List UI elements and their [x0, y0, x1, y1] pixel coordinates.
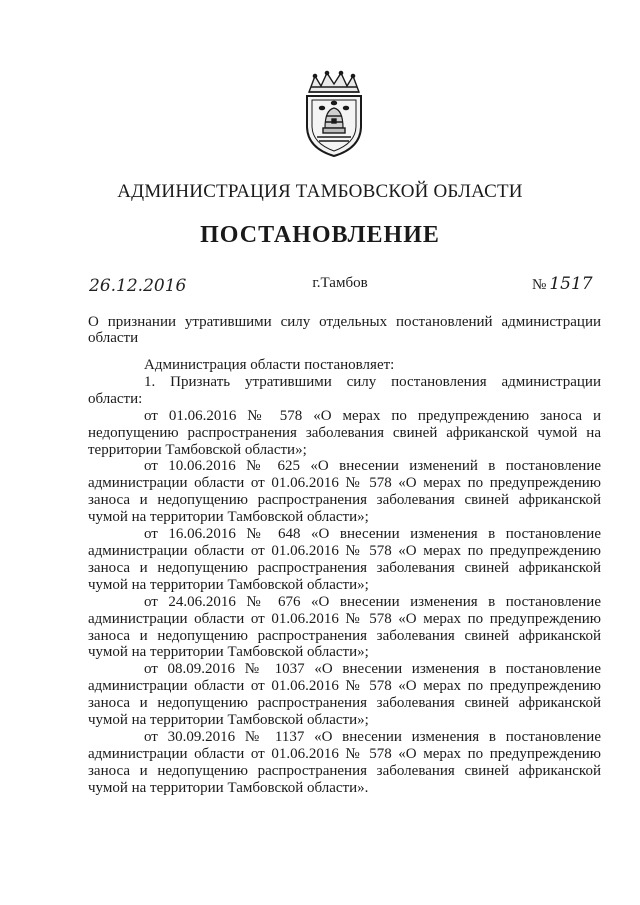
list-item: от 08.09.2016 № 1037 «О внесении изменения в постановление администрации области от 01.06.2016 № 578 «О мерах по предупреждению заноса и недопущению распространения заболевания свиней африканской чумой на территории Тамбовской области»; [88, 661, 601, 729]
document-number [532, 274, 593, 294]
organization-name: АДМИНИСТРАЦИЯ ТАМБОВСКОЙ ОБЛАСТИ [117, 181, 523, 202]
document-body [88, 357, 601, 797]
number-label: № [532, 277, 547, 293]
document-date: 26.12.2016 [89, 276, 187, 296]
document-type-title: ПОСТАНОВЛЕНИЕ [200, 222, 440, 248]
number-value: 1517 [549, 274, 593, 294]
document-subject: О признании утратившими силу отдельных постановлений администрации области [88, 314, 601, 346]
point-1-paragraph: 1. Признать утратившими силу постановления администрации области: [88, 373, 601, 407]
list-item: от 10.06.2016 № 625 «О внесении изменений в постановление администрации области от 01.06.2016 № 578 «О мерах по предупреждению заноса и недопущению распространения заболевания свиней африканской чумой на территории Тамбовской области»; [88, 458, 601, 526]
intro-paragraph: Администрация области постановляет: [144, 357, 395, 373]
document-city: г.Тамбов [312, 275, 368, 291]
list-item: от 24.06.2016 № 676 «О внесении изменения в постановление администрации области от 01.06.2016 № 578 «О мерах по предупреждению заноса и недопущению распространения заболевания свиней африканской чумой на территории Тамбовской области»; [88, 593, 601, 661]
list-item: от 16.06.2016 № 648 «О внесении изменения в постановление администрации области от 01.06.2016 № 578 «О мерах по предупреждению заноса и недопущению распространения заболевания свиней африканской чумой на территории Тамбовской области»; [88, 526, 601, 593]
list-item: от 30.09.2016 № 1137 «О внесении изменения в постановление администрации области от 01.06.2016 № 578 «О мерах по предупреждению заноса и недопущению распространения заболевания свиней африканской чумой на территории Тамбовской области». [88, 728, 601, 796]
coat-of-arms-icon [295, 70, 373, 158]
list-item: от 01.06.2016 № 578 «О мерах по предупреждению заноса и недопущению распространения заболевания свиней африканской чумой на территории Тамбовской области»; [88, 407, 601, 458]
